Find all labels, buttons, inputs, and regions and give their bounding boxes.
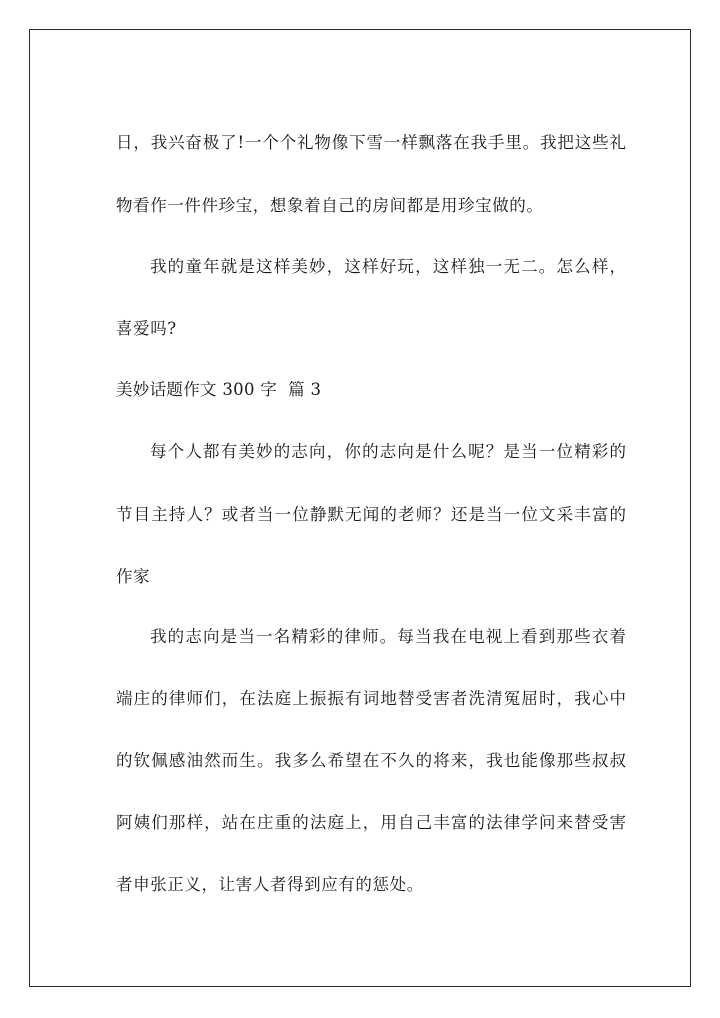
paragraph-line: 每个人都有美妙的志向，你的志向是什么呢？是当一位精彩的 <box>150 442 626 461</box>
paragraph-line: 端庄的律师们，在法庭上振振有词地替受害者洗清冤屈时，我心中 <box>116 689 626 708</box>
paragraph-line: 者申张正义，让害人者得到应有的惩处。 <box>116 875 424 894</box>
paragraph-line: 阿姨们那样，站在庄重的法庭上，用自己丰富的法律学问来替受害 <box>116 813 626 832</box>
paragraph-line: 作家 <box>116 567 151 586</box>
paragraph-line: 我的童年就是这样美妙，这样好玩，这样独一无二。怎么样， <box>150 257 626 276</box>
paragraph-line: 日，我兴奋极了!一个个礼物像下雪一样飘落在我手里。我把这些礼 <box>116 133 626 152</box>
paragraph-line: 我的志向是当一名精彩的律师。每当我在电视上看到那些衣着 <box>150 627 626 646</box>
section-heading: 美妙话题作文 300 字 篇 3 <box>116 380 322 399</box>
paragraph-line: 节目主持人？或者当一位静默无闻的老师？还是当一位文采丰富的 <box>116 505 626 524</box>
paragraph-line: 喜爱吗? <box>116 319 177 338</box>
paragraph-line: 的钦佩感油然而生。我多么希望在不久的将来，我也能像那些叔叔 <box>116 751 626 770</box>
paragraph-line: 物看作一件件珍宝，想象着自己的房间都是用珍宝做的。 <box>116 196 544 215</box>
